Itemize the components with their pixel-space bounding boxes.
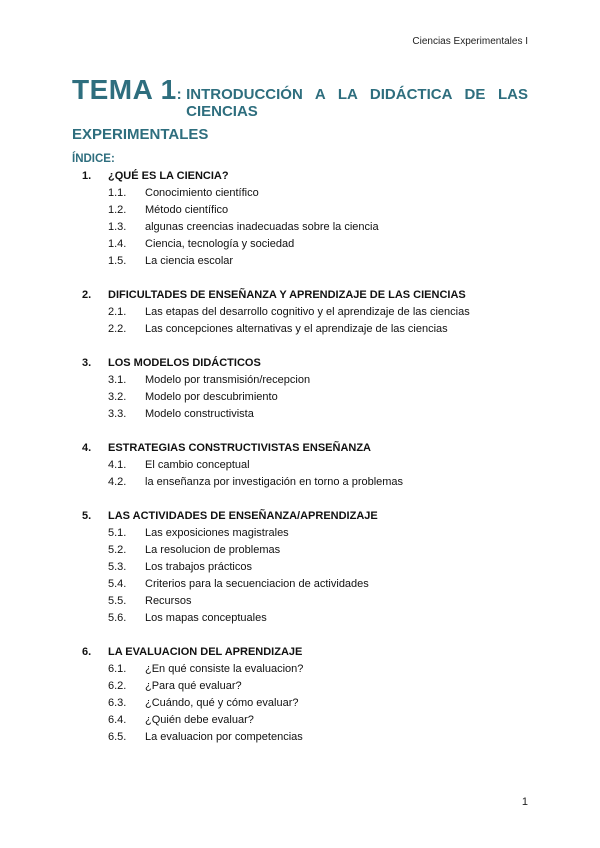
toc-item bbox=[72, 253, 532, 270]
toc-section-heading bbox=[72, 287, 532, 304]
item-number: 1.1. bbox=[108, 187, 127, 199]
toc-section-heading bbox=[72, 644, 532, 661]
index-label: ÍNDICE: bbox=[72, 153, 115, 165]
item-label: Modelo constructivista bbox=[145, 408, 254, 420]
toc-item bbox=[72, 729, 532, 746]
item-label: Los trabajos prácticos bbox=[145, 561, 252, 573]
item-number: 1.4. bbox=[108, 238, 127, 250]
section-title: ¿QUÉ ES LA CIENCIA? bbox=[108, 170, 229, 182]
toc-item bbox=[72, 406, 532, 423]
item-number: 6.3. bbox=[108, 697, 127, 709]
toc-item bbox=[72, 304, 532, 321]
item-number: 1.2. bbox=[108, 204, 127, 216]
item-number: 5.4. bbox=[108, 578, 127, 590]
item-number: 5.2. bbox=[108, 544, 127, 556]
section-title: DIFICULTADES DE ENSEÑANZA Y APRENDIZAJE DE LAS CIENCIAS bbox=[108, 289, 466, 301]
toc-item bbox=[72, 219, 532, 236]
toc-item bbox=[72, 474, 532, 491]
item-label: La resolucion de problemas bbox=[145, 544, 281, 556]
item-label: Recursos bbox=[145, 595, 192, 607]
item-label: Modelo por transmisión/recepcion bbox=[145, 374, 311, 386]
toc-item bbox=[72, 542, 532, 559]
item-number: 5.3. bbox=[108, 561, 127, 573]
toc-item bbox=[72, 695, 532, 712]
item-label: Ciencia, tecnología y sociedad bbox=[145, 238, 295, 250]
toc-section bbox=[72, 168, 532, 270]
tema-label: TEMA 1 bbox=[72, 74, 177, 105]
item-number: 4.2. bbox=[108, 476, 127, 488]
toc-section-heading bbox=[72, 355, 532, 372]
item-label: Las etapas del desarrollo cognitivo y el aprendizaje de las ciencias bbox=[145, 306, 470, 318]
toc-section bbox=[72, 440, 532, 491]
item-label: Modelo por descubrimiento bbox=[145, 391, 278, 403]
section-title: LAS ACTIVIDADES DE ENSEÑANZA/APRENDIZAJE bbox=[108, 510, 378, 522]
toc-section bbox=[72, 355, 532, 423]
item-number: 3.2. bbox=[108, 391, 127, 403]
section-number: 5. bbox=[82, 510, 92, 522]
toc-item bbox=[72, 202, 532, 219]
item-number: 5.5. bbox=[108, 595, 127, 607]
item-label: ¿En qué consiste la evaluacion? bbox=[145, 663, 304, 675]
toc-item bbox=[72, 389, 532, 406]
section-number: 6. bbox=[82, 646, 92, 658]
toc-item bbox=[72, 576, 532, 593]
toc-section-heading bbox=[72, 168, 532, 185]
item-number: 6.2. bbox=[108, 680, 127, 692]
item-number: 2.2. bbox=[108, 323, 127, 335]
title-text-line-2: EXPERIMENTALES bbox=[72, 126, 209, 143]
item-label: Los mapas conceptuales bbox=[145, 612, 267, 624]
section-title: ESTRATEGIAS CONSTRUCTIVISTAS ENSEÑANZA bbox=[108, 442, 371, 454]
item-label: ¿Quién debe evaluar? bbox=[145, 714, 254, 726]
table-of-contents bbox=[72, 168, 532, 763]
item-number: 4.1. bbox=[108, 459, 127, 471]
toc-item bbox=[72, 712, 532, 729]
item-label: Criterios para la secuenciacion de actividades bbox=[145, 578, 369, 590]
toc-item bbox=[72, 185, 532, 202]
document-title bbox=[72, 74, 528, 143]
item-label: ¿Para qué evaluar? bbox=[145, 680, 242, 692]
item-label: Las concepciones alternativas y el aprendizaje de las ciencias bbox=[145, 323, 448, 335]
item-label: El cambio conceptual bbox=[145, 459, 250, 471]
toc-section-heading bbox=[72, 508, 532, 525]
item-label: la enseñanza por investigación en torno a problemas bbox=[145, 476, 404, 488]
item-label: algunas creencias inadecuadas sobre la ciencia bbox=[145, 221, 379, 233]
item-number: 3.3. bbox=[108, 408, 127, 420]
item-number: 1.5. bbox=[108, 255, 127, 267]
item-number: 2.1. bbox=[108, 306, 127, 318]
section-number: 1. bbox=[82, 170, 92, 182]
toc-item bbox=[72, 321, 532, 338]
item-label: Método científico bbox=[145, 204, 229, 216]
section-number: 2. bbox=[82, 289, 92, 301]
toc-item bbox=[72, 559, 532, 576]
running-header: Ciencias Experimentales I bbox=[412, 36, 528, 47]
item-label: Conocimiento científico bbox=[145, 187, 259, 199]
toc-item bbox=[72, 610, 532, 627]
section-title: LOS MODELOS DIDÁCTICOS bbox=[108, 357, 261, 369]
item-label: La evaluacion por competencias bbox=[145, 731, 303, 743]
item-number: 6.5. bbox=[108, 731, 127, 743]
toc-item bbox=[72, 525, 532, 542]
toc-item bbox=[72, 236, 532, 253]
toc-item bbox=[72, 661, 532, 678]
item-number: 5.6. bbox=[108, 612, 127, 624]
page-number: 1 bbox=[521, 796, 528, 808]
item-label: ¿Cuándo, qué y cómo evaluar? bbox=[145, 697, 299, 709]
title-line-1 bbox=[72, 74, 528, 120]
toc-section bbox=[72, 644, 532, 746]
section-title: LA EVALUACION DEL APRENDIZAJE bbox=[108, 646, 303, 658]
toc-section-heading bbox=[72, 440, 532, 457]
tema-heading bbox=[72, 74, 182, 106]
tema-colon: : bbox=[176, 86, 183, 103]
section-number: 3. bbox=[82, 357, 92, 369]
item-number: 5.1. bbox=[108, 527, 127, 539]
toc-item bbox=[72, 372, 532, 389]
title-text-line-1: INTRODUCCIÓN A LA DIDÁCTICA DE LAS CIENCIAS bbox=[186, 86, 528, 120]
item-number: 3.1. bbox=[108, 374, 127, 386]
item-number: 6.4. bbox=[108, 714, 127, 726]
item-label: Las exposiciones magistrales bbox=[145, 527, 289, 539]
toc-section bbox=[72, 287, 532, 338]
toc-section bbox=[72, 508, 532, 627]
toc-item bbox=[72, 593, 532, 610]
toc-item bbox=[72, 678, 532, 695]
toc-item bbox=[72, 457, 532, 474]
item-number: 1.3. bbox=[108, 221, 127, 233]
item-label: La ciencia escolar bbox=[145, 255, 234, 267]
item-number: 6.1. bbox=[108, 663, 127, 675]
section-number: 4. bbox=[82, 442, 92, 454]
